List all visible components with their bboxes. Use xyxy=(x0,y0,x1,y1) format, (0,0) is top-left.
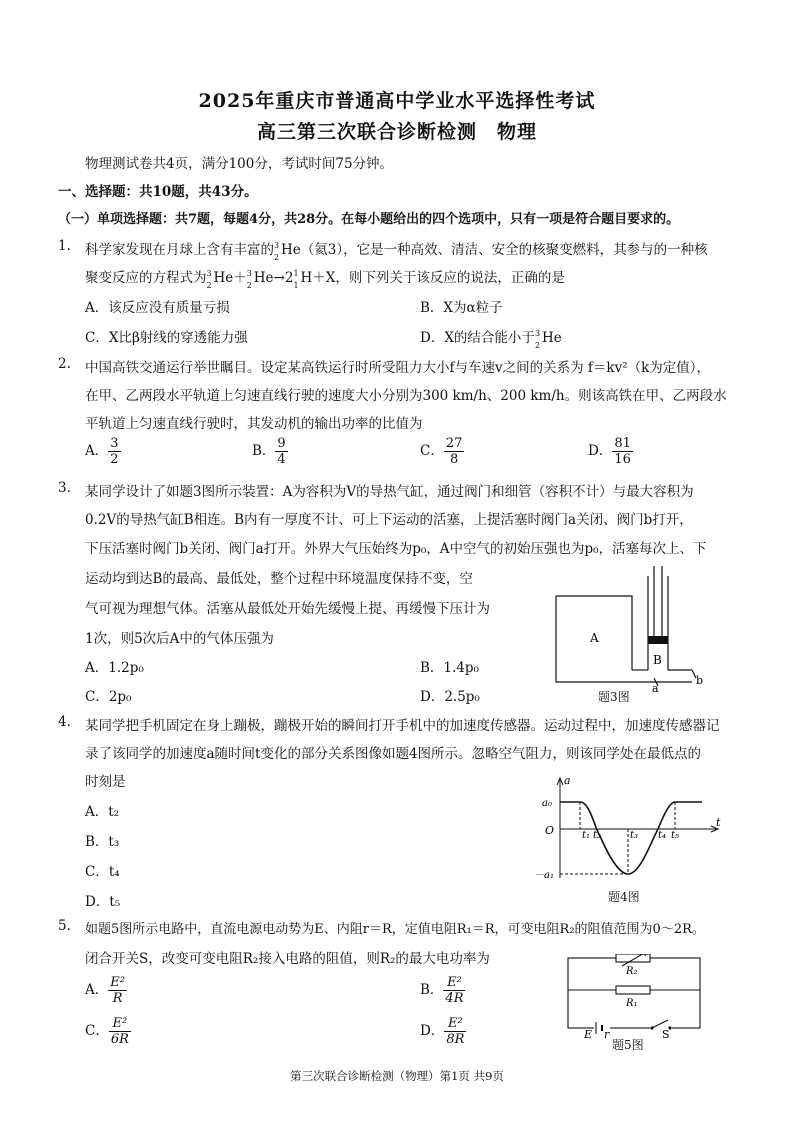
fig5-s: S xyxy=(662,1028,670,1040)
q1-option-a[interactable]: A．该反应没有质量亏损 xyxy=(85,300,230,316)
q4-figure-caption: 题4图 xyxy=(608,890,640,904)
q5-option-c[interactable]: C． $\frac{\text{E²}}{6R}$ xyxy=(85,1016,129,1047)
q3-option-c[interactable]: C．2p₀ xyxy=(85,689,132,705)
q5-option-d[interactable]: D． $\frac{\text{E²}}{8R}$ xyxy=(420,1016,465,1047)
q4-line2: 录了该同学的加速度a随时间t变化的部分关系图像如题4图所示。忽略空气阻力，则该同学处在最低点的 xyxy=(85,746,702,762)
q2-line1: 中国高铁交通运行举世瞩目。设定某高铁运行时所受阻力大小f与车速v之间的关系为 f＝kv²（k为定值）， xyxy=(85,360,711,376)
fig4-t2: t₂ xyxy=(593,830,602,841)
exam-intro: 物理测试卷共4页，满分100分，考试时间75分钟。 xyxy=(85,156,394,172)
fig5-e: E xyxy=(584,1028,593,1040)
q3-line4: 运动均到达B的最高、最低处，整个过程中环境温度保持不变，空 xyxy=(85,571,473,587)
q2-option-c[interactable]: C． $\frac{27}{8}$ xyxy=(420,436,463,467)
exam-title: 2025年重庆市普通高中学业水平选择性考试 xyxy=(198,90,596,112)
q5-number: 5. xyxy=(58,918,71,934)
q2-option-a[interactable]: A． $\frac{3}{2}$ xyxy=(85,436,119,467)
q2-number: 2. xyxy=(58,356,71,372)
q4-number: 4. xyxy=(58,714,71,730)
fig3-label-b-cyl: B xyxy=(653,653,662,667)
q5-option-b[interactable]: B． $\frac{\text{E²}}{4R}$ xyxy=(420,975,464,1006)
q4-line1: 某同学把手机固定在身上蹦极，蹦极开始的瞬间打开手机中的加速度传感器。运动过程中，加速度传感器记 xyxy=(85,718,720,734)
q5-line2: 闭合开关S，改变可变电阻R₂接入电路的阻值，则R₂的最大电功率为 xyxy=(85,951,490,967)
fig4-axis-t: t xyxy=(716,816,721,829)
q4-option-c[interactable]: C．t₄ xyxy=(85,864,120,880)
fig4-axis-a: a xyxy=(564,774,571,787)
q4-option-b[interactable]: B．t₃ xyxy=(85,834,120,850)
q2-line2: 在甲、乙两段水平轨道上匀速直线行驶的速度大小分别为300 km/h、200 km/h。则该高铁在甲、乙两段水 xyxy=(85,388,727,404)
q5-line1: 如题5图所示电路中，直流电源电动势为E、内阻r＝R，定值电阻R₁＝R，可变电阻R₂的阻值范围为0～2R。 xyxy=(85,922,705,937)
q3-option-d[interactable]: D．2.5p₀ xyxy=(420,689,480,705)
q3-line6: 1次，则5次后A中的气体压强为 xyxy=(85,631,274,647)
q1-line2: 聚变反应的方程式为 3 2 He＋ 3 2 He→2 1 1 H＋X，则下列关于该反应的说法，正确的是 xyxy=(85,268,565,290)
fig3-valve-b: b xyxy=(696,674,704,687)
q5-figure xyxy=(560,954,710,1040)
exam-subtitle: 高三第三次联合诊断检测 物理 xyxy=(256,121,537,143)
section-heading: 一、选择题：共10题，共43分。 xyxy=(58,184,258,200)
fig4-t1: t₁ xyxy=(582,830,591,841)
q3-figure-caption: 题3图 xyxy=(598,690,630,704)
q2-line3: 平轨道上匀速直线行驶时，其发动机的输出功率的比值为 xyxy=(85,416,423,432)
q1-option-d[interactable]: D．X的结合能小于 3 2 He xyxy=(420,328,562,350)
fig4-t4: t₄ xyxy=(658,830,667,841)
q1-option-c[interactable]: C．X比β射线的穿透能力强 xyxy=(85,330,248,346)
q3-line1: 某同学设计了如题3图所示装置：A为容积为V的导热气缸，通过阀门和细管（容积不计）与最大容积为 xyxy=(85,484,694,500)
q5-figure-caption: 题5图 xyxy=(612,1038,644,1052)
q1-line1: 科学家发现在月球上含有丰富的 3 2 He（氦3），它是一种高效、清洁、安全的核聚变燃料，其参与的一种核 xyxy=(85,240,708,262)
subsection-heading: （一）单项选择题：共7题，每题4分，共28分。在每小题给出的四个选项中，只有一项是符合题目要求的。 xyxy=(58,212,680,227)
q3-figure xyxy=(550,566,710,706)
q3-line3: 下压活塞时阀门b关闭、阀门a打开。外界大气压始终为p₀，A中空气的初始压强也为p₀，活塞每次上、下 xyxy=(85,541,707,557)
page-footer: 第三次联合诊断检测（物理）第1页 共9页 xyxy=(290,1069,504,1083)
fig4-t3: t₃ xyxy=(630,830,639,841)
fig5-r1: R₁ xyxy=(626,998,638,1009)
q1-number: 1. xyxy=(58,238,71,254)
q4-option-a[interactable]: A．t₂ xyxy=(85,804,120,820)
q4-option-d[interactable]: D．t₅ xyxy=(85,894,121,910)
fig4-t5: t₅ xyxy=(671,830,680,841)
fig5-r2: R₂ xyxy=(626,966,638,977)
fig3-valve-a: a xyxy=(652,682,659,695)
q3-number: 3. xyxy=(58,480,71,496)
piston xyxy=(648,636,668,644)
fig5-r: r xyxy=(604,1028,610,1040)
q3-line2: 0.2V的导热气缸B相连。B内有一厚度不计、可上下运动的活塞，上提活塞时阀门a关闭、阀门b打开， xyxy=(85,512,693,528)
fig4-origin: O xyxy=(545,824,555,837)
q2-option-b[interactable]: B． $\frac{9}{4}$ xyxy=(252,436,286,467)
q3-option-a[interactable]: A．1.2p₀ xyxy=(85,660,144,676)
q5-option-a[interactable]: A． $\frac{\text{E²}}{R}$ xyxy=(85,975,125,1006)
q3-line5: 气可视为理想气体。活塞从最低处开始先缓慢上提、再缓慢下压计为 xyxy=(85,601,490,617)
q2-option-d[interactable]: D． $\frac{81}{16}$ xyxy=(588,436,631,467)
fig4-a0: a₀ xyxy=(542,798,552,809)
q4-line3: 时刻是 xyxy=(85,774,126,790)
q3-option-b[interactable]: B．1.4p₀ xyxy=(420,660,479,676)
fig4-neg-a1: －a₁ xyxy=(534,870,554,881)
q1-option-b[interactable]: B．X为α粒子 xyxy=(420,300,503,316)
q4-figure xyxy=(530,774,730,884)
fig3-label-a-cyl: A xyxy=(590,631,599,645)
